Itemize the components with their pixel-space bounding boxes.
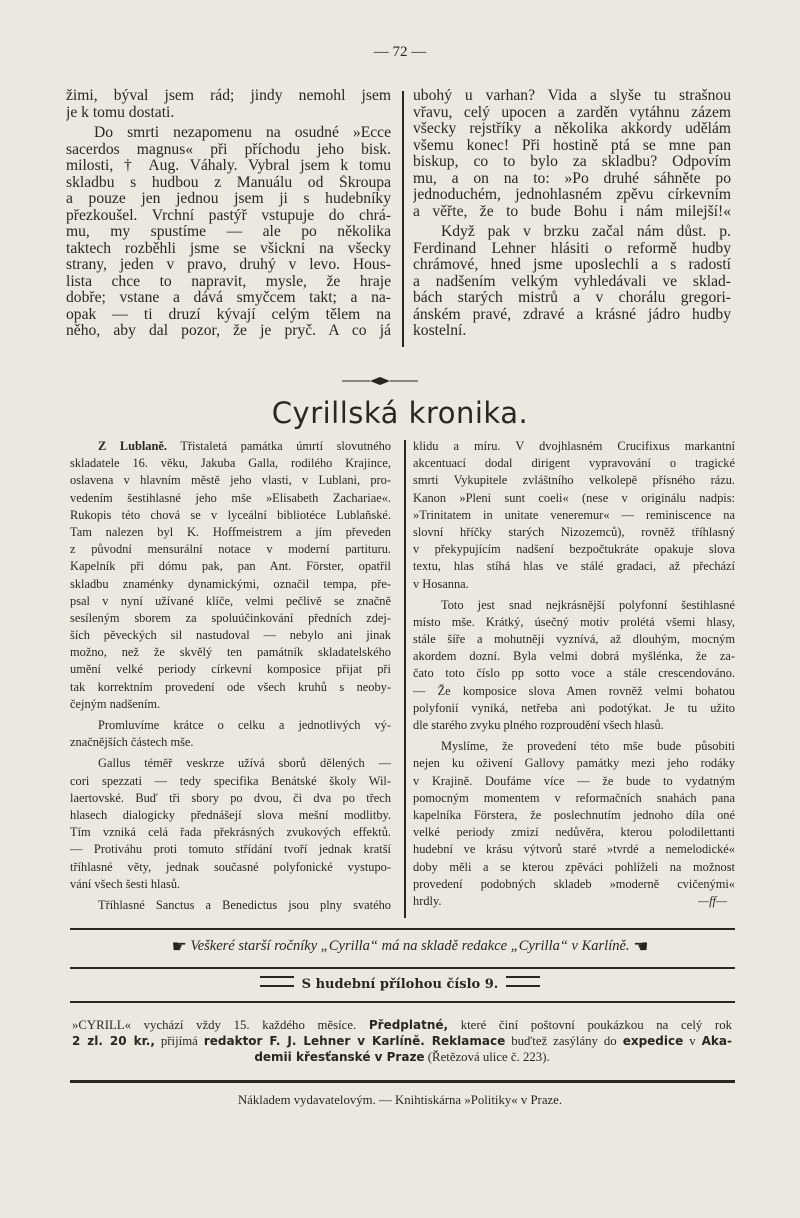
text-line [70, 558, 391, 575]
line-text: taktech rozběhli jsme se všickni na všecky [66, 240, 391, 257]
text-line [413, 241, 731, 258]
line-text: hlasech dialogicky přednášejí slova mešní modlitby. [70, 807, 391, 822]
text-line [70, 807, 391, 824]
text-line [66, 125, 391, 142]
rule [70, 967, 735, 969]
line-text: všecky rejstříky a několika akkordy udělám [413, 121, 731, 137]
paragraph [66, 125, 391, 340]
text-line [413, 631, 735, 648]
sub-text: v [689, 1034, 696, 1048]
chronicle-right-column [413, 438, 735, 914]
line-text: z původní mensurální notace v moderní partituru. [70, 542, 391, 557]
supplement-line [0, 976, 800, 992]
text-line [413, 807, 735, 824]
ornament-divider [342, 376, 418, 386]
supplement-text: S hudební přílohou číslo 9. [301, 977, 499, 992]
text-line [66, 323, 391, 340]
text-line [70, 876, 391, 893]
line-text: Do smrti nezapomenu na osudné »Ecce [94, 125, 391, 141]
line-text: — Že komposice slova Amen rovněž velmi bohatou [413, 683, 735, 698]
text-line [413, 859, 735, 876]
line-text: hudební ve krásu výtvorů staré »tvrdé a nemelodické« [413, 842, 735, 857]
line-text: a věřte, že to bude Bohu i nám milejší!« [413, 203, 731, 220]
line-text: čejným nadšením. [70, 696, 161, 711]
chronicle-left-column [70, 438, 391, 918]
line-text: pomocným momentem v reformačních snahách pana [413, 790, 735, 805]
text-line [70, 593, 391, 610]
line-text: smrti Vykupitele zvláštního velkolepě přísného rázu. [413, 473, 735, 488]
text-line [413, 558, 735, 575]
line-text: slovní hříčky starých Nizozemců), rovněž tříhlasný [413, 524, 735, 539]
text-line [413, 154, 731, 171]
line-text: Tam nalezen byl K. Hoffmeistrem a jím převeden [70, 524, 391, 539]
section-title: Cyrillská kronika. [271, 396, 529, 430]
line-text: provedení podobných skladeb »moderně cvičenými« [413, 876, 735, 891]
line-text: doby měli a se kterou zpěváci pohlíželi na možnost [413, 859, 735, 874]
text-line [66, 274, 391, 291]
line-text: Tím vzniká celá řada překrásných zvukových effektů. [70, 825, 391, 840]
text-line [413, 683, 735, 700]
text-line [413, 121, 731, 138]
text-line [70, 610, 391, 627]
line-text: textu, hlas stíhá hlas ve stálé gradaci, až přechází [413, 559, 735, 574]
text-line [413, 290, 731, 307]
text-line [413, 700, 735, 717]
line-text: dobře; vstane a dává smyčcem takt; a na- [66, 290, 391, 306]
line-text: v překypujícím nadšení bezpočtukráte opakuje slova [413, 542, 735, 557]
text-line [66, 88, 391, 105]
text-line [70, 438, 391, 455]
text-line [70, 627, 391, 644]
text-line [413, 187, 731, 204]
top-right-column [413, 88, 731, 344]
pointing-hand-right-icon: ☛ [171, 937, 187, 956]
text-line [413, 576, 735, 593]
text-line [66, 290, 391, 307]
price: 2 zl. 20 kr., [72, 1034, 155, 1048]
line-text: cori spezzati — tedy specifika Benátské školy Wil- [70, 773, 391, 788]
text-line [413, 224, 731, 241]
line-text: chrámové, hned jsme uposlechli a s radostí [413, 257, 731, 273]
text-line [413, 876, 735, 893]
line-text: Rukopis této chová se v lyceální bibliotéce Lublaňské. [70, 507, 391, 522]
line-text: strany, jeden v pravo, druhý v levo. Hous- [66, 257, 391, 273]
text-line [413, 524, 735, 541]
line-text: biskup, co to bylo za skladbu? Odpovím [413, 154, 731, 170]
line-text: tak korrektním provedení ode všech kruhů s neoby- [70, 679, 391, 694]
notice [100, 937, 720, 957]
line-text: Tříhlasné Sanctus a Benedictus jsou plny svatého [98, 897, 391, 912]
text-line [66, 241, 391, 258]
line-text: skladbu znaménky dynamickými, označil tempa, pře- [70, 576, 391, 591]
text-line [413, 438, 735, 455]
text-line [70, 490, 391, 507]
line-text: umění velké periody církevní komposice přijat při [70, 662, 391, 677]
line-text: ánském pravé, zdravé a krásné jádro hudby [413, 306, 731, 323]
sub-bold: demii křesťanské v Praze [254, 1050, 425, 1064]
text-line [413, 472, 735, 489]
text-line [70, 679, 391, 696]
text-line [70, 576, 391, 593]
text-line [66, 175, 391, 192]
text-line [413, 307, 731, 324]
text-line [70, 773, 391, 790]
line-text: polyfonií vyniká, netřeba ani podotýkat. Je tu užito [413, 700, 735, 715]
text-line [413, 790, 735, 807]
line-text: Třistaletá památka úmrtí slovutného [180, 439, 391, 453]
rule [70, 1001, 735, 1003]
paragraph [413, 438, 735, 593]
line-text: akordem dozní. Byla velmi dobrá myšlénka, že za- [413, 649, 735, 664]
line-text: vání všech šesti hlasů. [70, 876, 181, 891]
line-text: všemu konec! Při hostině ptá se mne pan [413, 137, 731, 154]
text-line [70, 755, 391, 772]
line-text: velké periody zmizí nedůvěra, kterou polodilettanti [413, 825, 735, 840]
line-text: skladbu s hudbou z Manuálu od Škroupa [66, 174, 391, 191]
text-line [413, 824, 735, 841]
paragraph [413, 224, 731, 340]
column-divider [404, 440, 406, 918]
line-text: oslavena v hlavním městě jeho vlasti, v Lublani, pro- [70, 473, 391, 488]
line-text: možno, než že skvělý ten památník skladatelského [70, 645, 391, 660]
line-text: laertovské. Buď tři sbory po dvou, či dva po třech [70, 790, 391, 805]
sub-text: přijímá [160, 1034, 198, 1048]
line-text: přezkoušel. Vrchní pastýř vstupuje do chrá- [66, 207, 391, 224]
line-text: sacerdos magnus« při příchodu jeho bisk. [66, 141, 391, 158]
heavy-rule [70, 1080, 735, 1083]
text-line [70, 717, 391, 734]
paragraph [413, 738, 735, 910]
text-line [70, 841, 391, 858]
text-line [70, 790, 391, 807]
line-text: Promluvíme krátce o celku a jednotlivých vý- [98, 718, 391, 732]
text-line [66, 224, 391, 241]
text-line [66, 208, 391, 225]
text-line [66, 142, 391, 159]
text-line [413, 490, 735, 507]
paragraph [66, 88, 391, 121]
text-line [413, 597, 735, 614]
paragraph [70, 438, 391, 713]
line-text: psal v nyní užívané klíče, velmi pečlivě se značně [70, 593, 391, 608]
line-text: něho, aby dal pozor, že je pryč. A co já [66, 323, 391, 339]
line-text: vřavu, celý upocen a zarděn vytáhnu zázem [413, 104, 731, 121]
paragraph [70, 897, 391, 914]
text-line [413, 274, 731, 291]
line-text: je k tomu dostati. [66, 104, 175, 121]
line-text: jednoduchém, jednohlasném zpěvu církevním [413, 187, 731, 203]
paragraph [413, 88, 731, 220]
line-text: ších pěveckých sil nastudoval — nebylo ani jinak [70, 628, 391, 643]
text-line [70, 644, 391, 661]
text-line [413, 323, 731, 340]
signature: —ff— [698, 893, 727, 908]
notice-text: Veškeré starší ročníky „Cyrilla“ má na skladě redakce „Cyrilla“ v Karlíně. [190, 938, 630, 954]
line-text: lista chce to napravit, mysle, že hraje [66, 273, 391, 290]
editor: redaktor F. J. Lehner v Karlíně. Reklamace [203, 1034, 506, 1048]
line-text: a nadšením velkým vyhledávali ve sklad- [413, 273, 731, 290]
text-line [413, 204, 731, 221]
line-text: klidu a míru. V dvojhlasném Crucifixus markantní [413, 439, 735, 453]
text-line [66, 105, 391, 122]
line-text: akcentuací dodal dirigent vypravování o tragické [413, 456, 735, 471]
text-line [70, 824, 391, 841]
text-line [70, 734, 391, 751]
text-line [70, 524, 391, 541]
paragraph [70, 717, 391, 751]
paragraph [413, 597, 735, 735]
line-text: mu, my spustíme — ale po několika [66, 224, 391, 240]
line-text: — Protiváhu proti tomuto střídání tvoří jednak kratší [70, 842, 391, 857]
sub-bold: expedice [622, 1034, 684, 1048]
sub-bold: Předplatné, [368, 1018, 449, 1032]
line-text: stále šíře a mohutněji vyznívá, až dlouhým, mocným [413, 632, 735, 647]
text-line [70, 859, 391, 876]
text-line [413, 773, 735, 790]
text-line [413, 648, 735, 665]
sub-text: buďtež zasýlány do [511, 1034, 617, 1048]
text-line [70, 507, 391, 524]
text-line [413, 665, 735, 682]
text-line [66, 257, 391, 274]
line-text: v Hosanna. [413, 576, 469, 591]
pointing-hand-left-icon: ☚ [633, 937, 649, 956]
text-line [413, 138, 731, 155]
text-line [413, 455, 735, 472]
paragraph-lead: Z Lublaně. [98, 439, 167, 453]
text-line [66, 307, 391, 324]
text-line [413, 738, 735, 755]
top-left-column [66, 88, 391, 344]
line-text: Myslíme, že provedení této mše bude působiti [441, 739, 735, 754]
line-text: Když pak v brzku začal nám důst. p. [441, 224, 731, 240]
address: (Řetězová ulice č. 223). [427, 1050, 550, 1064]
line-text: nejen ku oživení Gallovy památky mezi jeho rodáky [413, 756, 735, 771]
line-text: hrdly. [413, 893, 442, 908]
line-text: Kanon »Pleni sunt coeli« (nese v originálu nadpis: [413, 490, 735, 505]
line-text: kostelní. [413, 323, 467, 339]
line-text: milosti, † Aug. Váhaly. Vybral jsem k tomu [66, 158, 391, 174]
line-text: Kapelník při dómu pak, pan Ant. Förster, opatřil [70, 559, 391, 574]
text-line [413, 88, 731, 105]
line-text: žimi, býval jsem rád; jindy nemohl jsem [66, 88, 391, 104]
text-line [413, 541, 735, 558]
line-text: mu, a on na to: »Po druhé sáhněte po [413, 170, 731, 187]
paragraph [70, 755, 391, 893]
line-text: bách starých mistrů a v chorálu gregori- [413, 290, 731, 306]
sub-bold: Aka- [701, 1034, 732, 1048]
text-line [66, 191, 391, 208]
text-line [66, 158, 391, 175]
double-rule [506, 976, 540, 987]
sub-text: »CYRILL« vychází vždy 15. každého měsíce. [72, 1018, 357, 1032]
line-text: opak — ti druzí kývají celým tělem na [66, 306, 391, 323]
text-line [70, 472, 391, 489]
line-text: tříhlasné věty, jednak současné polyfonické vystupo- [70, 859, 391, 874]
text-line [413, 755, 735, 772]
line-text: Gallus téměř veskrze užívá sborů dělených — [98, 756, 391, 771]
text-line [70, 696, 391, 713]
page-number: — 72 — [373, 44, 427, 60]
line-text: vedením šestihlasné jeho mše »Elisabeth Zachariae«. [70, 490, 391, 505]
text-line [70, 455, 391, 472]
line-text: Toto jest snad nejkrásnější polyfonní šestihlasné [441, 597, 735, 612]
text-line [413, 257, 731, 274]
text-line [413, 841, 735, 858]
line-text: Ferdinand Lehner hlásiti o reformě hudby [413, 240, 731, 257]
line-text: skladatele 16. věku, Jakuba Galla, rodilého Krajince, [70, 456, 391, 471]
line-text: v Krajině. Doufáme více — že bude to vydatným [413, 773, 735, 788]
text-line [413, 171, 731, 188]
column-divider [402, 91, 404, 347]
line-text: kapelníka Förstera, že poslechnutím jednoho díla oné [413, 807, 735, 822]
text-line [413, 105, 731, 122]
subscription-info [72, 1017, 732, 1065]
line-text: čato toto číslo pp sotto voce a stále crescendováno. [413, 666, 735, 681]
text-line [413, 507, 735, 524]
imprint: Nákladem vydavatelovým. — Knihtiskárna »Politiky« v Praze. [237, 1093, 563, 1107]
line-text: ubohý u varhan? Vida a slyše tu strašnou [413, 88, 731, 104]
line-text: značnějších částech mše. [70, 735, 194, 750]
line-text: »Trinitatem in unitate veneremur« — reminiscence na [413, 507, 735, 522]
line-text: sesíleným sborem za spoluúčinkování předních zdej- [70, 610, 391, 625]
text-line [70, 897, 391, 914]
line-text: a pouze jen jednou jsem ji s hudebníky [66, 191, 391, 207]
text-line [70, 661, 391, 678]
text-line [70, 541, 391, 558]
rule [70, 928, 735, 930]
line-text: dle starého zvyku plného rozproudění všech hlasů. [413, 718, 664, 732]
text-line [413, 614, 735, 631]
double-rule [260, 976, 294, 987]
sub-text: které činí poštovní poukázkou na celý rok [460, 1018, 732, 1032]
text-line [413, 893, 735, 910]
text-line [413, 717, 735, 734]
line-text: místo mše. Krátký, úsečný motiv prolétá všemi hlasy, [413, 614, 735, 629]
